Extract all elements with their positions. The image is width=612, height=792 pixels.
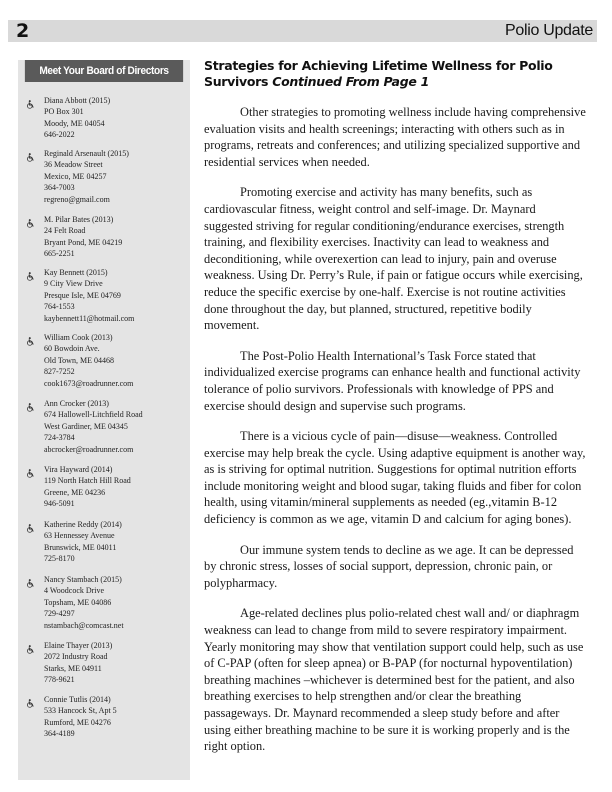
member-city: Rumford, ME 04276	[44, 717, 111, 727]
member-details	[44, 519, 188, 565]
member-details	[44, 694, 188, 740]
board-sidebar	[18, 60, 190, 780]
member-phone: 827-7252	[44, 367, 75, 377]
member-address: 119 North Hatch Hill Road	[44, 476, 131, 486]
article-paragraph: The Post-Polio Health International’s Task Force stated that individualized exercise programs can enhance health and functional activity tolerance of polio survivors. Professionals with knowledge of PPS and exercise should design and supervise such programs.	[204, 348, 581, 413]
member-city: Brunswick, ME 04011	[44, 542, 117, 552]
member-city: Old Town, ME 04468	[44, 355, 114, 365]
member-city: Bryant Pond, ME 04219	[44, 237, 123, 247]
member-email[interactable]: cook1673@roadrunner.com	[44, 378, 134, 388]
continued-note: Continued From Page 1	[272, 74, 429, 89]
wheelchair-icon	[26, 268, 35, 277]
member-phone: 725-8170	[44, 554, 75, 564]
wheelchair-icon	[26, 215, 35, 224]
member-details	[44, 398, 188, 455]
member-address: 2072 Industry Road	[44, 652, 108, 662]
member-details	[44, 574, 188, 631]
member-address: 60 Bowdoin Ave.	[44, 344, 100, 354]
member-name: Reginald Arsenault (2015)	[44, 149, 129, 158]
member-city: West Gardiner, ME 04345	[44, 421, 128, 431]
member-name: Elaine Thayer (2013)	[44, 641, 113, 650]
article-title-line2: Survivors	[204, 74, 273, 89]
wheelchair-icon	[26, 695, 35, 704]
member-name: M. Pilar Bates (2013)	[44, 215, 114, 224]
member-details	[44, 332, 188, 389]
member-name: Ann Crocker (2013)	[44, 399, 109, 408]
member-details	[44, 95, 188, 141]
article-paragraph: Other strategies to promoting wellness include having comprehensive evaluation visits and health screenings; interacting with others such as in programs, retreats and conferences; and utilizing specialized supportive and residential services when needed.	[204, 105, 586, 169]
member-email[interactable]: kaybennett11@hotmail.com	[44, 313, 135, 323]
article-title-line1: Strategies for Achieving Lifetime Wellness for Polio	[204, 58, 553, 73]
member-email[interactable]: nstambach@comcast.net	[44, 620, 124, 630]
member-name: Katherine Reddy (2014)	[44, 520, 122, 529]
member-details	[44, 214, 188, 260]
wheelchair-icon	[26, 149, 35, 158]
member-name: Connie Tutlis (2014)	[44, 695, 111, 704]
wheelchair-icon	[26, 575, 35, 584]
member-name: Nancy Stambach (2015)	[44, 575, 122, 584]
member-phone: 778-9621	[44, 675, 75, 685]
member-phone: 364-4189	[44, 729, 75, 739]
wheelchair-icon	[26, 399, 35, 408]
member-city: Mexico, ME 04257	[44, 171, 107, 181]
article	[204, 58, 586, 769]
wheelchair-icon	[26, 520, 35, 529]
article-paragraph: Age-related declines plus polio-related chest wall and/ or diaphragm weakness can lead to change from mild to severe respiratory impairment. Yearly monitoring may show that ventilation support could help, such as use of C-PAP (often for sleep apnea) or B-PAP (for nocturnal hypoventilation) breathing machines –whichever is determined best for the patient, and also breathing exercises to help strengthen and/or clear the breathing passageways. Dr. Maynard recommended a sleep study before and after using either breathing machine to be sure it is working properly and is the right option.	[204, 606, 584, 754]
article-paragraph: Our immune system tends to decline as we age. It can be depressed by chronic stress, losses of social support, depression, chronic pain, or polypharmacy.	[204, 542, 574, 590]
member-address: 533 Hancock St, Apt 5	[44, 706, 117, 716]
member-details	[44, 148, 188, 205]
member-name: Vira Hayward (2014)	[44, 465, 113, 474]
article-paragraph: Promoting exercise and activity has many benefits, such as cardiovascular fitness, weight control and self-image. Dr. Maynard suggested striving for regular conditioning/endurance exercises, strength training, and flexibility exercises. Inactivity can lead to weakness and deconditioning, while overexertion can lead to injury, pain and overuse weakness. Using Dr. Perry’s Rule, if pain or fatigue occurs while exercising, reduce the specific exercise by one-half. Exercise is not routine activities done throughout the day, but planned, structured, repetitive bodily movement.	[204, 185, 583, 333]
page-header	[8, 20, 597, 42]
member-address: 36 Meadow Street	[44, 160, 103, 170]
member-phone: 946-5091	[44, 499, 75, 509]
member-phone: 646-2022	[44, 130, 75, 140]
wheelchair-icon	[26, 333, 35, 342]
member-address: 63 Hennessey Avenue	[44, 531, 115, 541]
member-address: 9 City View Drive	[44, 279, 103, 289]
member-city: Starks, ME 04911	[44, 663, 102, 673]
wheelchair-icon	[26, 641, 35, 650]
member-phone: 764-1553	[44, 302, 75, 312]
article-body	[204, 104, 586, 755]
member-email[interactable]: abcrocker@roadrunner.com	[44, 444, 134, 454]
article-title	[204, 58, 586, 90]
member-city: Presque Isle, ME 04769	[44, 290, 121, 300]
member-phone: 729-4297	[44, 609, 75, 619]
member-phone: 665-2251	[44, 249, 75, 259]
member-address: 24 Felt Road	[44, 226, 86, 236]
wheelchair-icon	[26, 96, 35, 105]
member-name: William Cook (2013)	[44, 333, 113, 342]
member-details	[44, 267, 188, 324]
member-email[interactable]: regreno@gmail.com	[44, 194, 110, 204]
sidebar-title: Meet Your Board of Directors	[25, 60, 183, 82]
member-city: Greene, ME 04236	[44, 487, 106, 497]
member-details	[44, 464, 188, 510]
member-address: 674 Hallowell-Litchfield Road	[44, 410, 143, 420]
wheelchair-icon	[26, 465, 35, 474]
page-number: 2	[16, 20, 30, 42]
member-address: PO Box 301	[44, 107, 84, 117]
member-details	[44, 640, 188, 686]
member-address: 4 Woodcock Drive	[44, 586, 105, 596]
member-city: Topsham, ME 04086	[44, 597, 112, 607]
publication-title: Polio Update	[504, 22, 593, 39]
member-phone: 724-3784	[44, 433, 75, 443]
article-paragraph: There is a vicious cycle of pain—disuse—weakness. Controlled exercise may help break the cycle. Using adaptive equipment is another way, as is striving for optimal nutrition. Suggestions for optimal nutrition efforts include monitoring weight and blood sugar, taking fluids and fiber for colon health, using vitamin/mineral supplements as needed (eg.,vitamin B-12 deficiency is common as we age, vitamin D and calcium for aging bones).	[204, 429, 586, 527]
member-name: Diana Abbott (2015)	[44, 96, 111, 105]
member-name: Kay Bennett (2015)	[44, 268, 108, 277]
member-phone: 364-7003	[44, 183, 75, 193]
member-city: Moody, ME 04054	[44, 118, 105, 128]
